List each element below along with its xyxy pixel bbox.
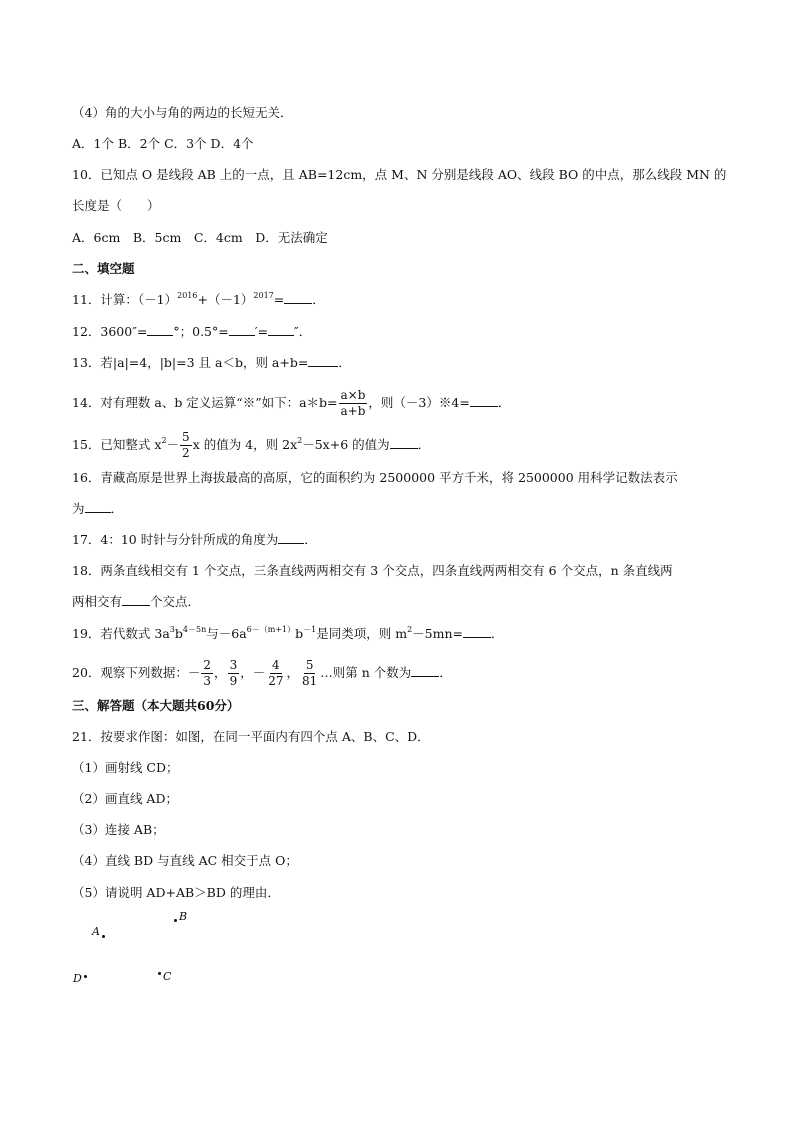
q20-fraction-3 xyxy=(266,658,285,689)
q19-text-e: 是同类项，则 m xyxy=(316,626,408,641)
q12-text-b: °；0.5°= xyxy=(173,324,229,339)
section2-title: 二、填空题 xyxy=(72,261,135,276)
q20-numerator-3: 4 xyxy=(272,658,280,672)
q20-denominator-4: 81 xyxy=(302,674,318,688)
q19-exp5: 2 xyxy=(407,625,413,634)
answer-blank[interactable] xyxy=(147,323,173,336)
q20-numerator-2: 3 xyxy=(229,658,238,672)
q20-fraction-2 xyxy=(228,658,240,689)
q16-line1: 16．青藏高原是世界上海拔最高的高原，它的面积约为 2500000 平方千米，将 2500000 用科学记数法表示 xyxy=(72,470,678,485)
q19-exp1: 3 xyxy=(169,625,175,634)
q13-text-b: ． xyxy=(338,355,351,370)
q20-numerator-4: 5 xyxy=(305,658,314,672)
q20-numerator-1: 2 xyxy=(203,658,212,672)
q14 xyxy=(72,388,510,419)
q20-sep-1: ， xyxy=(214,665,227,680)
q15-text-c: x 的值为 4，则 2x xyxy=(192,437,298,452)
q15-fraction xyxy=(180,430,192,461)
q20-denominator-2: 9 xyxy=(229,674,238,688)
point-d-label: D xyxy=(73,972,82,985)
answer-blank[interactable] xyxy=(463,625,491,638)
q11-text-d: ． xyxy=(312,292,325,307)
q21-item: （5）请说明 AD+AB＞BD 的理由． xyxy=(72,885,280,900)
answer-blank[interactable] xyxy=(284,291,312,304)
q20-text-b: …则第 n 个数为 xyxy=(320,665,412,680)
q21-line1: 21．按要求作图：如图，在同一平面内有四个点 A、B、C、D． xyxy=(72,729,430,744)
answer-blank[interactable] xyxy=(411,664,439,677)
q15-numerator: 5 xyxy=(182,430,190,444)
section3-title: 三、解答题（本大题共60分） xyxy=(72,698,240,713)
q21-item: （3）连接 AB； xyxy=(72,822,165,837)
q9-options: A．1个 B．2个 C．3个 D．4个 xyxy=(72,136,254,151)
q17-text-b: ． xyxy=(304,532,317,547)
point-a-dot xyxy=(102,935,105,938)
q13 xyxy=(72,354,351,372)
q21-item: （4）直线 BD 与直线 AC 相交于点 O； xyxy=(72,853,298,868)
q20-sep-2: ，－ xyxy=(240,665,266,680)
q20 xyxy=(72,658,452,689)
point-c-label: C xyxy=(163,970,172,983)
q15-text-e: ． xyxy=(417,437,431,452)
q14-text-a: 14．对有理数 a、b 定义运算“※”如下：a＊b= xyxy=(72,395,338,410)
q20-text-a: 20．观察下列数据：－ xyxy=(72,665,201,680)
q14-text-b: ，则（－3）※4= xyxy=(368,395,470,410)
q14-text-c: ． xyxy=(497,395,511,410)
answer-blank[interactable] xyxy=(390,436,418,449)
q15-text-d: －5x+6 的值为 xyxy=(302,437,390,452)
point-b-dot xyxy=(174,919,177,922)
q19-text-g: ． xyxy=(491,626,504,641)
q10-line1: 10．已知点 O 是线段 AB 上的一点，且 AB=12cm，点 M、N 分别是线段 AO、线段 BO 的中点，那么线段 MN 的 xyxy=(72,167,727,182)
q10-options: A．6cm B．5cm C．4cm D．无法确定 xyxy=(72,230,328,245)
point-a-label: A xyxy=(92,925,100,938)
q18-line2 xyxy=(72,593,200,611)
q15-denominator: 2 xyxy=(182,446,190,460)
q19-text-f: －5mn= xyxy=(412,626,463,641)
q20-sep-3: ， xyxy=(286,665,300,680)
q16-text-b: ． xyxy=(110,501,124,516)
q15 xyxy=(72,430,430,461)
points-figure xyxy=(60,905,220,995)
answer-blank[interactable] xyxy=(122,593,150,606)
point-c-dot xyxy=(158,972,161,975)
q11-text-b: +（－1） xyxy=(197,292,254,307)
q19 xyxy=(72,625,504,643)
q17-text-a: 17．4：10 时针与分针所成的角度为 xyxy=(72,532,279,547)
point-d-dot xyxy=(84,975,87,978)
q21-item: （2）画直线 AD； xyxy=(72,791,178,806)
q18-line1: 18．两条直线相交有 1 个交点，三条直线两两相交有 3 个交点，四条直线两两相交有 6 个交点，n 条直线两 xyxy=(72,563,673,578)
q16-line2 xyxy=(72,500,123,518)
q14-denominator: a+b xyxy=(340,404,366,418)
q18-text-a: 两相交有 xyxy=(72,594,123,609)
q20-fraction-4 xyxy=(300,658,319,689)
q12-text-a: 12．3600″= xyxy=(72,324,148,339)
point-b-label: B xyxy=(179,910,188,923)
q19-exp3: 6－（m+1） xyxy=(246,625,296,634)
q20-text-c: ． xyxy=(439,665,452,680)
q19-text-b: b xyxy=(174,626,183,641)
q16-text-a: 为 xyxy=(72,501,85,516)
q20-fraction-1 xyxy=(201,658,213,689)
q12-text-c: ′= xyxy=(254,324,269,339)
q19-text-c: 与－6a xyxy=(206,626,247,641)
q13-text-a: 13．若|a|=4，|b|=3 且 a＜b，则 a+b= xyxy=(72,355,309,370)
answer-blank[interactable] xyxy=(278,531,304,544)
answer-blank[interactable] xyxy=(85,500,111,513)
q19-exp4: －1 xyxy=(303,625,317,634)
q11-text-a: 11．计算：（－1） xyxy=(72,292,178,307)
q19-exp2: 4－5n xyxy=(182,625,207,634)
q14-numerator: a×b xyxy=(340,388,366,402)
answer-blank[interactable] xyxy=(308,354,338,367)
q11-text-c: = xyxy=(273,292,285,307)
q20-denominator-3: 27 xyxy=(268,674,284,688)
q15-text-b: － xyxy=(166,437,180,452)
q20-denominator-1: 3 xyxy=(203,674,212,688)
q18-text-b: 个交点． xyxy=(150,594,201,609)
q17 xyxy=(72,531,317,549)
q19-text-d: b xyxy=(295,626,304,641)
q12-text-d: ″． xyxy=(294,324,312,339)
answer-blank[interactable] xyxy=(268,323,294,336)
answer-blank[interactable] xyxy=(229,323,255,336)
q11 xyxy=(72,291,325,309)
q15-exp1: 2 xyxy=(161,436,167,445)
q11-exp2: 2017 xyxy=(253,291,274,300)
q19-text-a: 19．若代数式 3a xyxy=(72,626,170,641)
q15-text-a: 15．已知整式 x xyxy=(72,437,162,452)
q10-line2: 长度是（ ） xyxy=(72,198,160,213)
q11-exp1: 2016 xyxy=(177,291,198,300)
q12 xyxy=(72,323,311,341)
q14-fraction xyxy=(339,388,368,419)
q21-item: （1）画射线 CD； xyxy=(72,760,179,775)
answer-blank[interactable] xyxy=(470,394,498,407)
q15-exp2: 2 xyxy=(297,436,303,445)
q9-item4: （4）角的大小与角的两边的长短无关． xyxy=(72,105,293,120)
